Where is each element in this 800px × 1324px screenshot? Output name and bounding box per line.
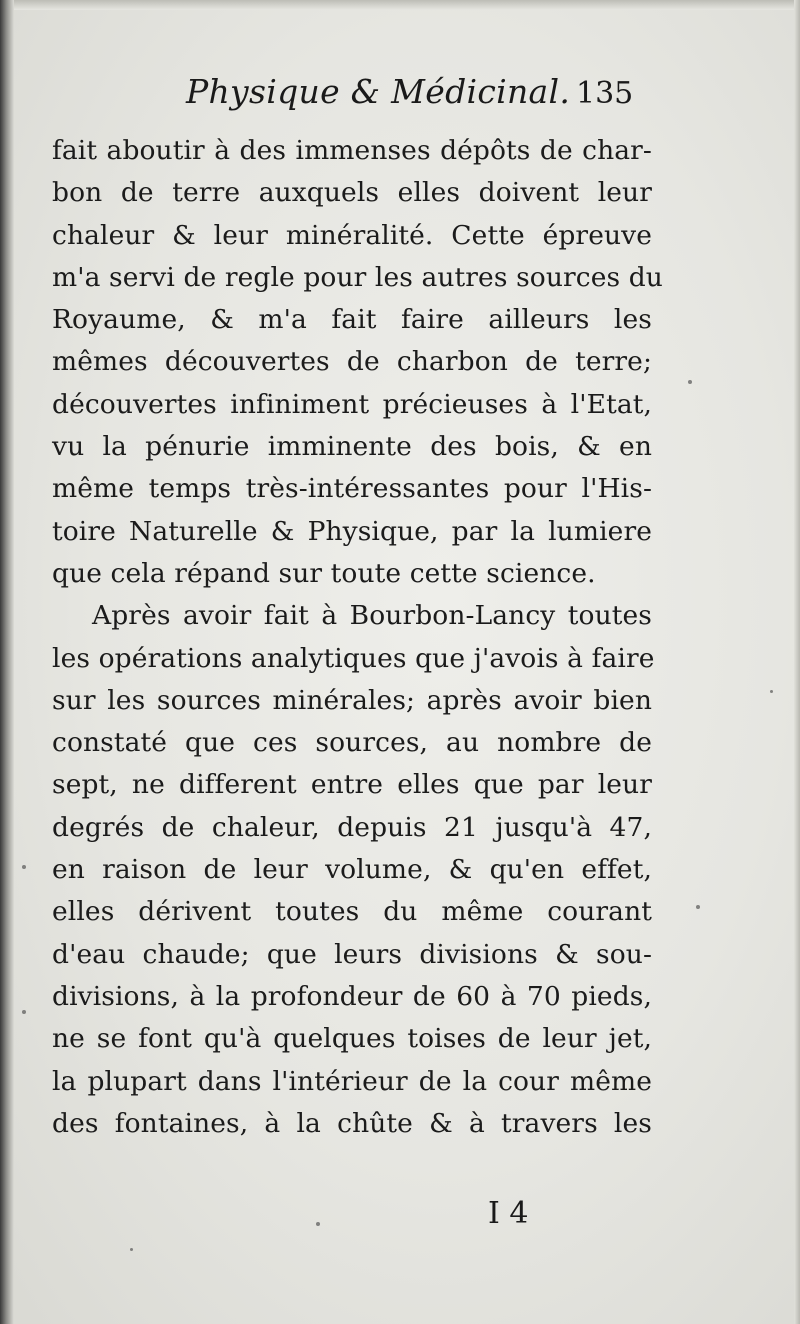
page-number: 135 bbox=[576, 76, 634, 111]
page-top-edge bbox=[0, 0, 800, 10]
text-line: en raison de leur volume, & qu'en effet, bbox=[52, 854, 652, 886]
text-line: m'a servi de regle pour les autres sources du bbox=[52, 261, 663, 293]
body-text bbox=[52, 130, 663, 1145]
text-line: divisions, à la profondeur de 60 à 70 pieds, bbox=[52, 980, 652, 1012]
text-line: découvertes infiniment précieuses à l'Etat, bbox=[52, 388, 652, 420]
text-line: même temps très-intéressantes pour l'His- bbox=[52, 473, 652, 505]
paragraph-first-line: Après avoir fait à Bourbon-Lancy toutes bbox=[92, 600, 652, 632]
running-head bbox=[0, 72, 800, 120]
text-line: d'eau chaude; que leurs divisions & sou- bbox=[52, 938, 652, 970]
page-binding-edge bbox=[0, 0, 14, 1324]
text-line: sur les sources minérales; après avoir bien bbox=[52, 684, 652, 716]
text-line: degrés de chaleur, depuis 21 jusqu'à 47, bbox=[52, 811, 652, 843]
text-line: fait aboutir à des immenses dépôts de char- bbox=[52, 135, 652, 166]
text-line: toire Naturelle & Physique, par la lumiere bbox=[52, 515, 652, 547]
text-line: Royaume, & m'a fait faire ailleurs les bbox=[52, 304, 652, 336]
text-line: constaté que ces sources, au nombre de bbox=[52, 727, 652, 759]
text-line: ne se font qu'à quelques toises de leur jet, bbox=[52, 1023, 652, 1055]
text-line: chaleur & leur minéralité. Cette épreuve bbox=[52, 219, 652, 251]
text-line: que cela répand sur toute cette science. bbox=[52, 557, 596, 589]
text-line: des fontaines, à la chûte & à travers les bbox=[52, 1107, 652, 1139]
signature-mark: I 4 bbox=[488, 1196, 529, 1231]
text-line: la plupart dans l'intérieur de la cour même bbox=[52, 1065, 652, 1097]
page-right-edge bbox=[794, 0, 800, 1324]
running-title: Physique & Médicinal. bbox=[186, 72, 571, 111]
text-line: vu la pénurie imminente des bois, & en bbox=[52, 431, 652, 463]
text-line: les opérations analytiques que j'avois à faire bbox=[52, 642, 655, 674]
text-line: mêmes découvertes de charbon de terre; bbox=[52, 346, 652, 378]
text-line: sept, ne different entre elles que par leur bbox=[52, 769, 652, 801]
text-line: elles dérivent toutes du même courant bbox=[52, 896, 652, 928]
text-line: bon de terre auxquels elles doivent leur bbox=[52, 177, 652, 209]
